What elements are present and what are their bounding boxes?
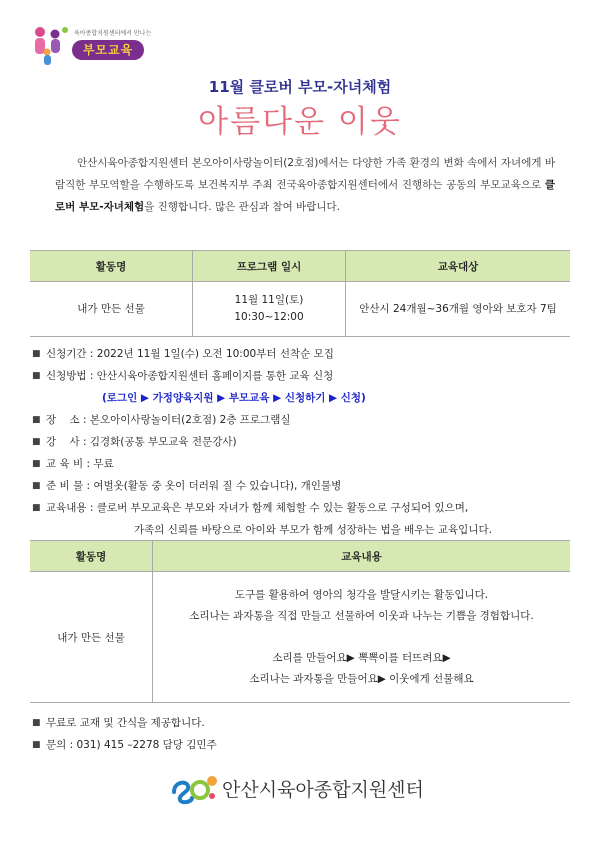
content-table (30, 540, 570, 703)
application-path: (로그인 ▶ 가정양육지원 ▶ 부모교육 ▶ 신청하기 ▶ 신청) (102, 392, 366, 404)
parent-education-logo (30, 24, 150, 68)
info-period-text: 신청기간 : 2022년 11월 1일(수) 오전 10:00부터 선착순 모집 (46, 348, 334, 360)
content-line: 도구를 활용하여 영아의 청각을 발달시키는 활동입니다. (234, 588, 489, 601)
cell-target: 안산시 24개월~36개월 영아와 보호자 7팀 (346, 282, 571, 337)
bullet-icon: ■ (32, 481, 41, 491)
logo-badge: 부모교육 (72, 40, 144, 60)
program-title: 아름다운 이웃 (198, 104, 402, 140)
cell-time: 10:30~12:00 (234, 311, 304, 323)
table-row (30, 572, 570, 703)
intro-text-2: 을 진행합니다. 많은 관심과 참여 바랍니다. (144, 201, 340, 213)
intro-paragraph (55, 152, 555, 218)
program-subtitle: 11월 클로버 부모-자녀체험 (208, 78, 392, 96)
info-content (32, 497, 572, 519)
info-fee-text: 교 육 비 : 무료 (46, 458, 114, 470)
info-fee (32, 453, 572, 475)
info-lecturer (32, 431, 572, 453)
logo-tagline: 육아종합지원센터에서 만나는 (74, 30, 152, 37)
info-supplies-text: 준 비 물 : 여벌옷(활동 중 옷이 더러워 질 수 있습니다), 개인물병 (46, 480, 342, 492)
bullet-icon: ■ (32, 437, 41, 447)
bullet-icon: ■ (32, 459, 41, 469)
header-target: 교육대상 (346, 251, 571, 282)
content-line (154, 627, 569, 648)
bullet-icon: ■ (32, 349, 41, 359)
table-header-row (30, 251, 570, 282)
bullet-icon: ■ (32, 718, 41, 728)
note-contact-text: 문의 : 031) 415 –2278 담당 김민주 (46, 739, 217, 751)
note-free-text: 무료로 교재 및 간식을 제공합니다. (46, 717, 205, 729)
info-content-text: 교육내용 : 클로버 부모교육은 부모와 자녀가 함께 체험할 수 있는 활동으로 구성되어 있으며, (46, 502, 469, 514)
cell-date: 11월 11일(토) (234, 294, 304, 306)
org-logo (170, 772, 470, 806)
content-line: 소리를 만들어요▶ 뽁뽁이를 터뜨려요▶ (272, 651, 451, 664)
header-activity: 활동명 (30, 541, 153, 572)
header-content: 교육내용 (153, 541, 571, 572)
bullet-icon: ■ (32, 415, 41, 425)
cell-activity: 내가 만든 선물 (30, 282, 193, 337)
content-line: 소리나는 과자통을 직접 만들고 선물하여 이웃과 나누는 기쁨을 경험합니다. (189, 609, 534, 622)
intro-text-1: 안산시육아종합지원센터 본오아이사랑놀이터(2호점)에서는 다양한 가족 환경의 변화 속에서 자녀에게 바람직한 부모역할을 수행하도록 보건복지부 주최 전국육아종합지원센터에서 진행하는 공동의 부모교육으로 (55, 157, 555, 191)
bullet-icon: ■ (32, 740, 41, 750)
info-lecturer-text: 강 사 : 김경화(공통 부모교육 전문강사) (46, 436, 237, 448)
header-datetime: 프로그램 일시 (193, 251, 346, 282)
center-logo-icon (170, 772, 220, 806)
table-row (30, 282, 570, 337)
info-place (32, 409, 572, 431)
bullet-icon: ■ (32, 371, 41, 381)
table-header-row (30, 541, 570, 572)
org-name: 안산시육아종합지원센터 (222, 779, 424, 801)
content-line: 소리나는 과자통을 만들어요▶ 이웃에게 선물해요 (249, 672, 474, 685)
info-content-continued: 가족의 신뢰를 바탕으로 아이와 부모가 함께 성장하는 법을 배우는 교육입니다. (134, 524, 492, 536)
family-illustration-icon (30, 24, 72, 68)
cell-datetime (193, 282, 346, 337)
info-list (32, 343, 572, 541)
info-method-text: 신청방법 : 안산시육아종합지원센터 홈페이지를 통한 교육 신청 (46, 370, 334, 382)
info-method (32, 365, 572, 387)
header-activity: 활동명 (30, 251, 193, 282)
schedule-table (30, 250, 570, 337)
info-period (32, 343, 572, 365)
cell-activity: 내가 만든 선물 (30, 572, 153, 703)
intro-bold: 클로버 부모-자녀체험 (55, 179, 555, 213)
info-place-text: 장 소 : 본오아이사랑놀이터(2호점) 2층 프로그램실 (46, 414, 291, 426)
bullet-icon: ■ (32, 503, 41, 513)
cell-content (153, 572, 571, 703)
info-supplies (32, 475, 572, 497)
